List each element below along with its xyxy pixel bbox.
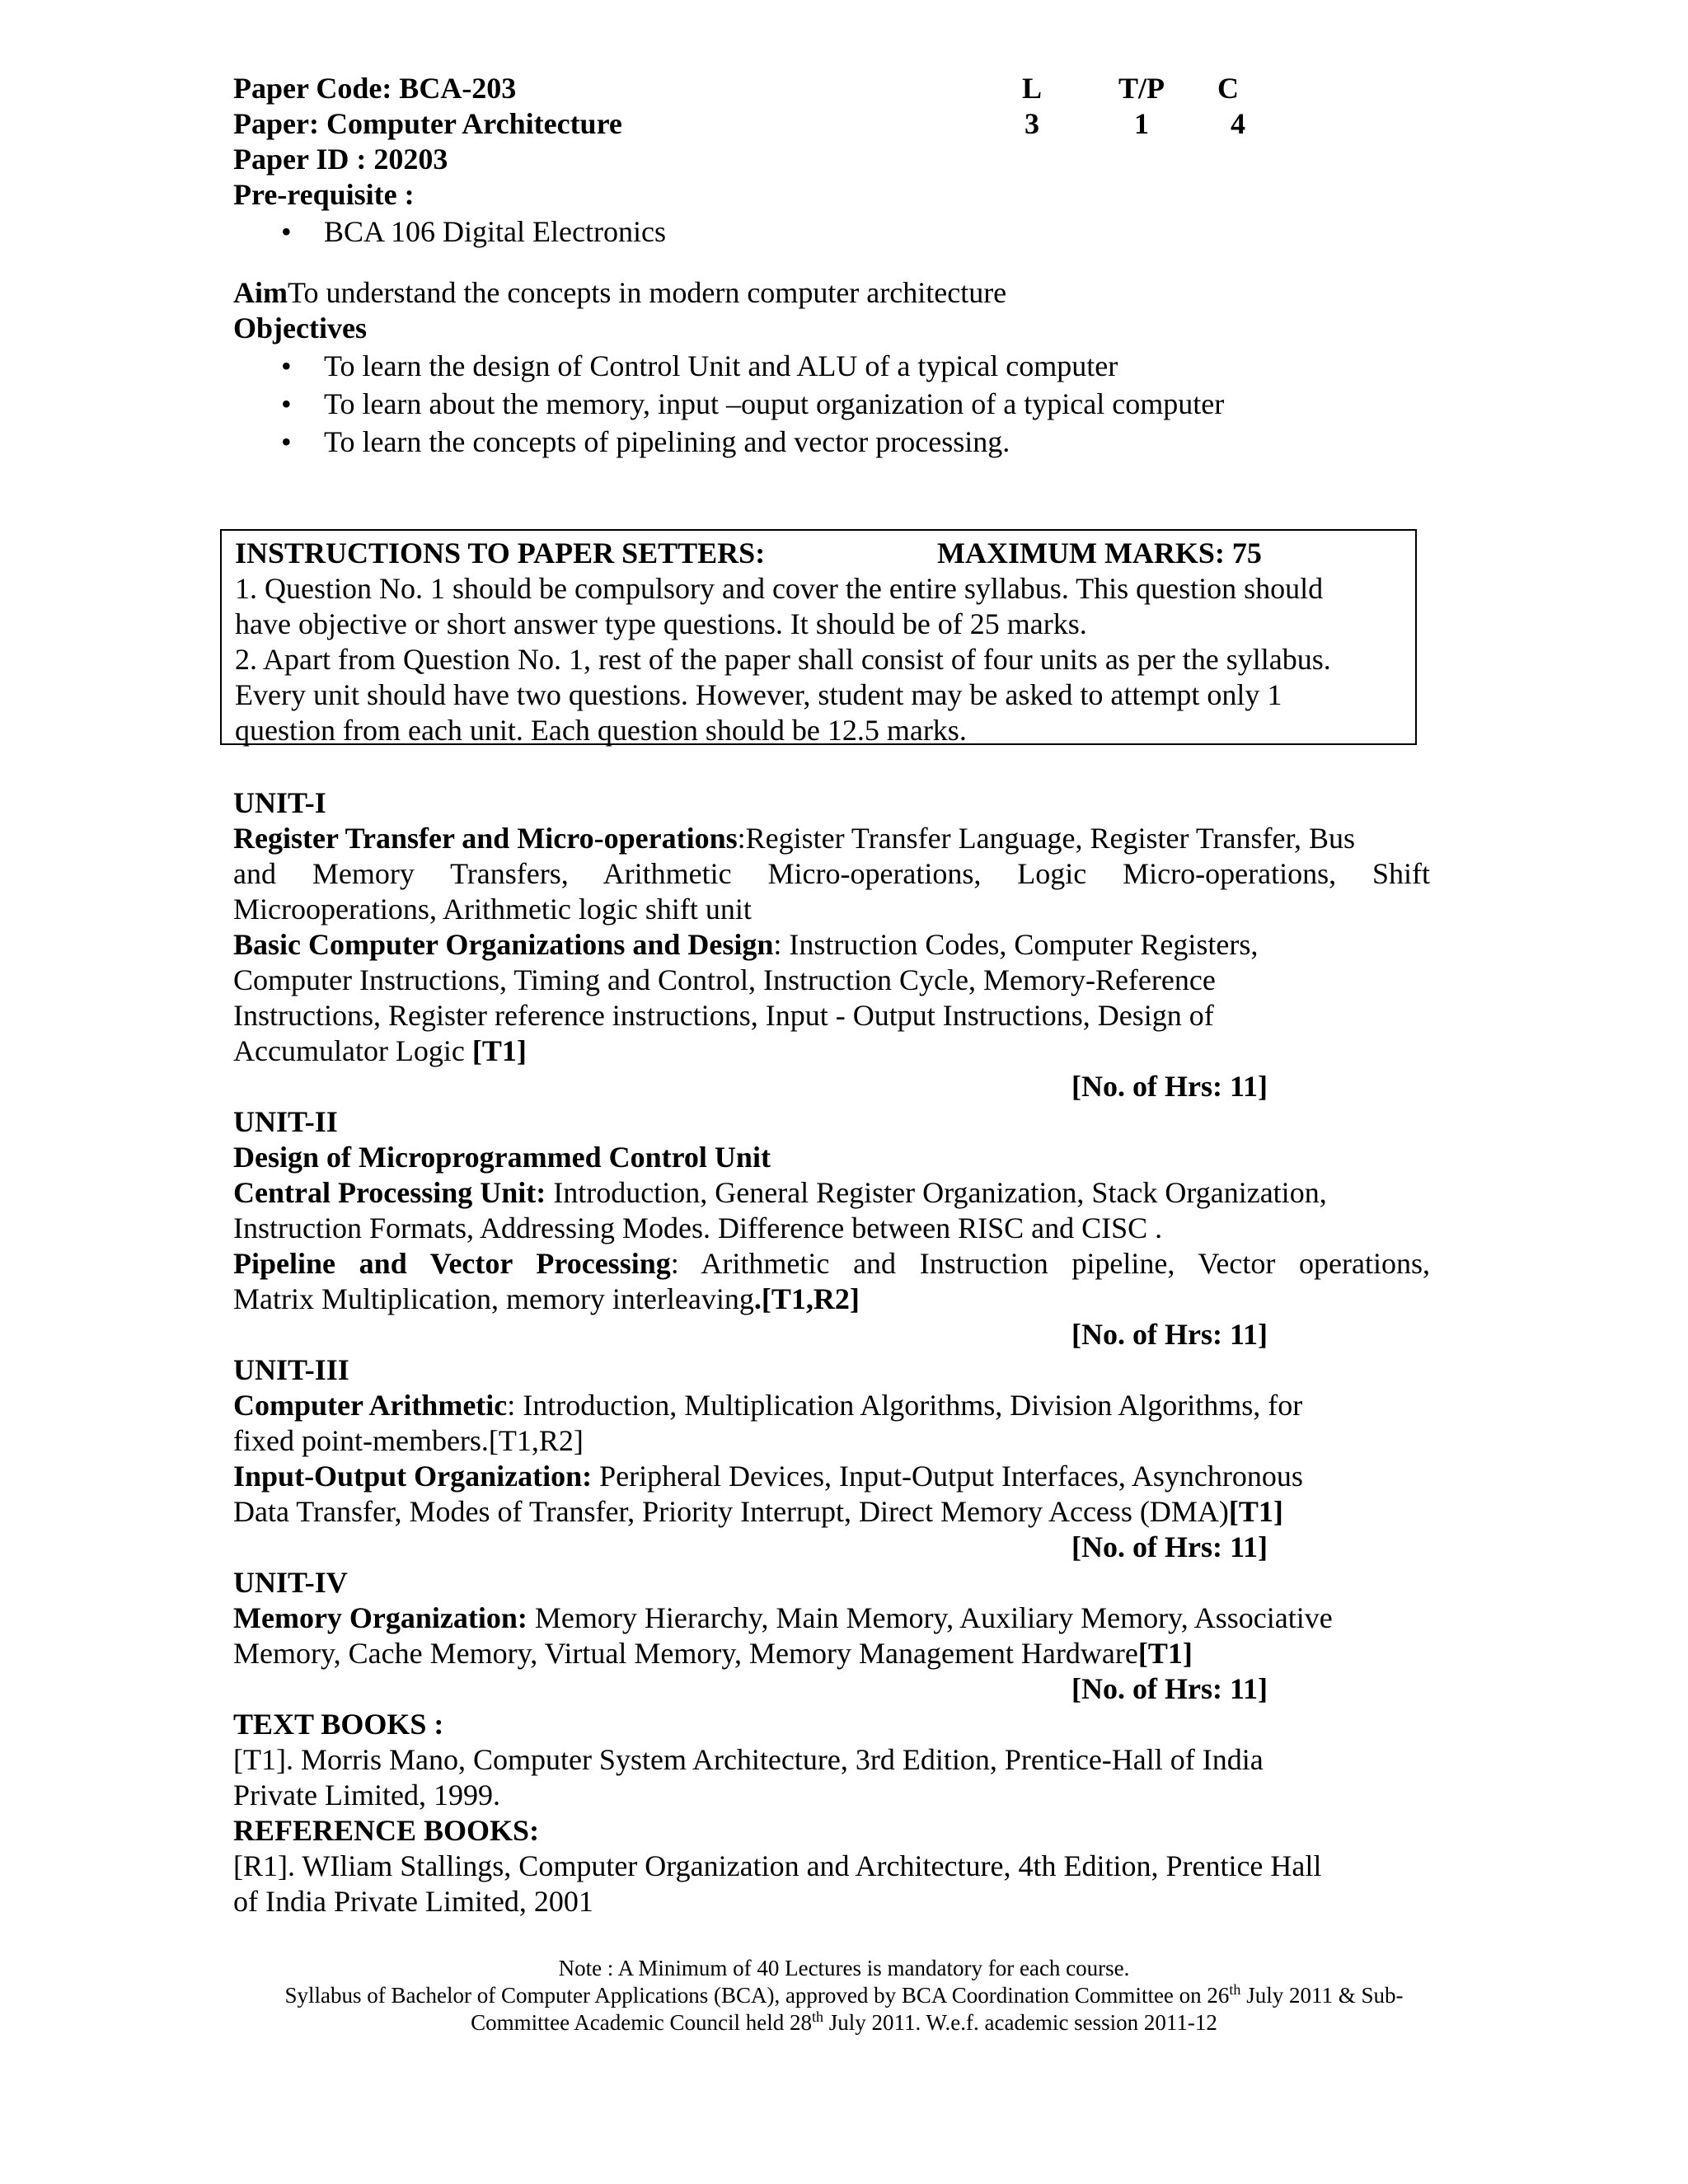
ltpc-label-c: C [1217, 72, 1239, 105]
reference-tag: [T1] [1137, 1637, 1193, 1670]
list-item: • To learn the design of Control Unit and ALU of a typical computer [233, 347, 1224, 385]
instructions-title: INSTRUCTIONS TO PAPER SETTERS: [235, 537, 766, 569]
footer-session-line: Committee Academic Council held 28th July 2011. W.e.f. academic session 2011-12 [471, 2008, 1217, 2035]
max-marks: MAXIMUM MARKS: 75 [937, 537, 1262, 569]
paper-title: Paper: Computer Architecture [233, 107, 622, 140]
list-item: • To learn about the memory, input –ouput organization of a typical computer [233, 385, 1224, 423]
reference-book-line: [R1]. WIliam Stallings, Computer Organization and Architecture, 4th Edition, Prentice Hall [233, 1849, 1322, 1882]
unit-3-topic-2-line-2: Data Transfer, Modes of Transfer, Priority Interrupt, Direct Memory Access (DMA)[T1] [233, 1495, 1283, 1528]
unit-1-topic-1-line-3: Microoperations, Arithmetic logic shift unit [233, 893, 752, 926]
unit-3-topic-1-line-1: Computer Arithmetic: Introduction, Multiplication Algorithms, Division Algorithms, for [233, 1389, 1303, 1422]
unit-4-hours: [No. of Hrs: 11] [1071, 1672, 1268, 1705]
reference-tag: .[T1,R2] [753, 1282, 860, 1315]
instruction-line: question from each unit. Each question should be 12.5 marks. [235, 714, 967, 747]
text-book-line: [T1]. Morris Mano, Computer System Architecture, 3rd Edition, Prentice-Hall of India [233, 1743, 1264, 1776]
ltpc-value-tp: 1 [1134, 107, 1149, 140]
bullet-icon: • [281, 387, 292, 420]
bullet-icon: • [281, 215, 292, 248]
instruction-line: have objective or short answer type questions. It should be of 25 marks. [235, 607, 1087, 640]
unit-2-hours: [No. of Hrs: 11] [1071, 1318, 1268, 1351]
ltpc-label-l: L [1021, 72, 1042, 105]
unit-4-topic-1-line-2: Memory, Cache Memory, Virtual Memory, Memory Management Hardware[T1] [233, 1637, 1193, 1670]
unit-2-topic-0: Design of Microprogrammed Control Unit [233, 1141, 771, 1174]
list-item: • To learn the concepts of pipelining and vector processing. [233, 423, 1224, 461]
unit-1-topic-2-line-2: Computer Instructions, Timing and Control, Instruction Cycle, Memory-Reference [233, 963, 1216, 996]
footer-note: Note : A Minimum of 40 Lectures is mandatory for each course. [558, 1956, 1130, 1980]
unit-1-hours: [No. of Hrs: 11] [1071, 1070, 1268, 1103]
instruction-line: 1. Question No. 1 should be compulsory and cover the entire syllabus. This question should [235, 572, 1324, 605]
instruction-line: Every unit should have two questions. However, student may be asked to attempt only 1 [235, 678, 1282, 711]
reference-tag: [T1] [471, 1034, 527, 1067]
instructions-box [220, 529, 1417, 745]
unit-3-hours: [No. of Hrs: 11] [1071, 1530, 1268, 1563]
unit-1-topic-1-line-1: Register Transfer and Micro-operations:Register Transfer Language, Register Transfer, Bus [233, 822, 1356, 855]
aim-line [233, 274, 1006, 311]
unit-2-title: UNIT-II [233, 1105, 338, 1138]
instruction-line: 2. Apart from Question No. 1, rest of the paper shall consist of four units as per the syllabus. [235, 643, 1331, 676]
objectives-list [233, 347, 1224, 461]
ltpc-label-tp: T/P [1118, 72, 1165, 105]
ltpc-value-c: 4 [1231, 107, 1245, 140]
aim-text: To understand the concepts in modern computer architecture [288, 276, 1007, 309]
unit-1-topic-2-line-3: Instructions, Register reference instructions, Input - Output Instructions, Design of [233, 999, 1214, 1032]
reference-books-title: REFERENCE BOOKS: [233, 1814, 540, 1847]
prerequisite-list [233, 213, 666, 251]
unit-3-topic-2-line-1: Input-Output Organization: Peripheral Devices, Input-Output Interfaces, Asynchronous [233, 1460, 1303, 1493]
aim-label: Aim [233, 276, 288, 309]
unit-3-title: UNIT-III [233, 1353, 349, 1386]
unit-1-topic-2-line-4: Accumulator Logic [T1] [233, 1034, 527, 1067]
footer-approval-line: Syllabus of Bachelor of Computer Applications (BCA), approved by BCA Coordination Committee on 26th July 2011 & Sub- [284, 1981, 1404, 2008]
text-books-title: TEXT BOOKS : [233, 1708, 444, 1741]
unit-2-topic-2-line-1: Pipeline and Vector Processing: Arithmetic and Instruction pipeline, Vector operations, [233, 1247, 1430, 1280]
unit-2-topic-1-line-1: Central Processing Unit: Introduction, General Register Organization, Stack Organization, [233, 1176, 1327, 1209]
unit-4-title: UNIT-IV [233, 1566, 348, 1599]
reference-book-line: of India Private Limited, 2001 [233, 1885, 593, 1918]
ltpc-value-l: 3 [1025, 107, 1039, 140]
text-book-line: Private Limited, 1999. [233, 1779, 500, 1811]
list-item: • BCA 106 Digital Electronics [233, 213, 666, 251]
bullet-icon: • [281, 349, 292, 382]
paper-id: Paper ID : 20203 [233, 143, 448, 176]
topic-heading: Computer Arithmetic [233, 1389, 508, 1422]
unit-1-topic-2-line-1: Basic Computer Organizations and Design: Instruction Codes, Computer Registers, [233, 928, 1259, 961]
paper-code: Paper Code: BCA-203 [233, 72, 517, 105]
unit-4-topic-1-line-1: Memory Organization: Memory Hierarchy, Main Memory, Auxiliary Memory, Associative [233, 1601, 1333, 1634]
reference-tag: [T1] [1228, 1495, 1283, 1528]
topic-heading: Input-Output Organization: [233, 1460, 593, 1493]
topic-heading: Central Processing Unit: [233, 1176, 546, 1209]
prerequisite-label: Pre-requisite : [233, 178, 415, 211]
unit-1-title: UNIT-I [233, 786, 326, 819]
unit-2-topic-2-line-2: Matrix Multiplication, memory interleaving.[T1,R2] [233, 1282, 860, 1315]
objectives-label: Objectives [233, 312, 367, 344]
unit-2-topic-1-line-2: Instruction Formats, Addressing Modes. Difference between RISC and CISC . [233, 1212, 1163, 1244]
bullet-icon: • [281, 425, 292, 458]
unit-3-topic-1-line-2: fixed point-members.[T1,R2] [233, 1424, 584, 1457]
topic-heading: Pipeline and Vector Processing [233, 1247, 671, 1280]
topic-heading: Register Transfer and Micro-operations [233, 822, 738, 855]
topic-heading: Basic Computer Organizations and Design [233, 928, 774, 961]
unit-1-topic-1-line-2: and Memory Transfers, Arithmetic Micro-operations, Logic Micro-operations, Shift [233, 857, 1430, 890]
topic-heading: Memory Organization: [233, 1601, 528, 1634]
